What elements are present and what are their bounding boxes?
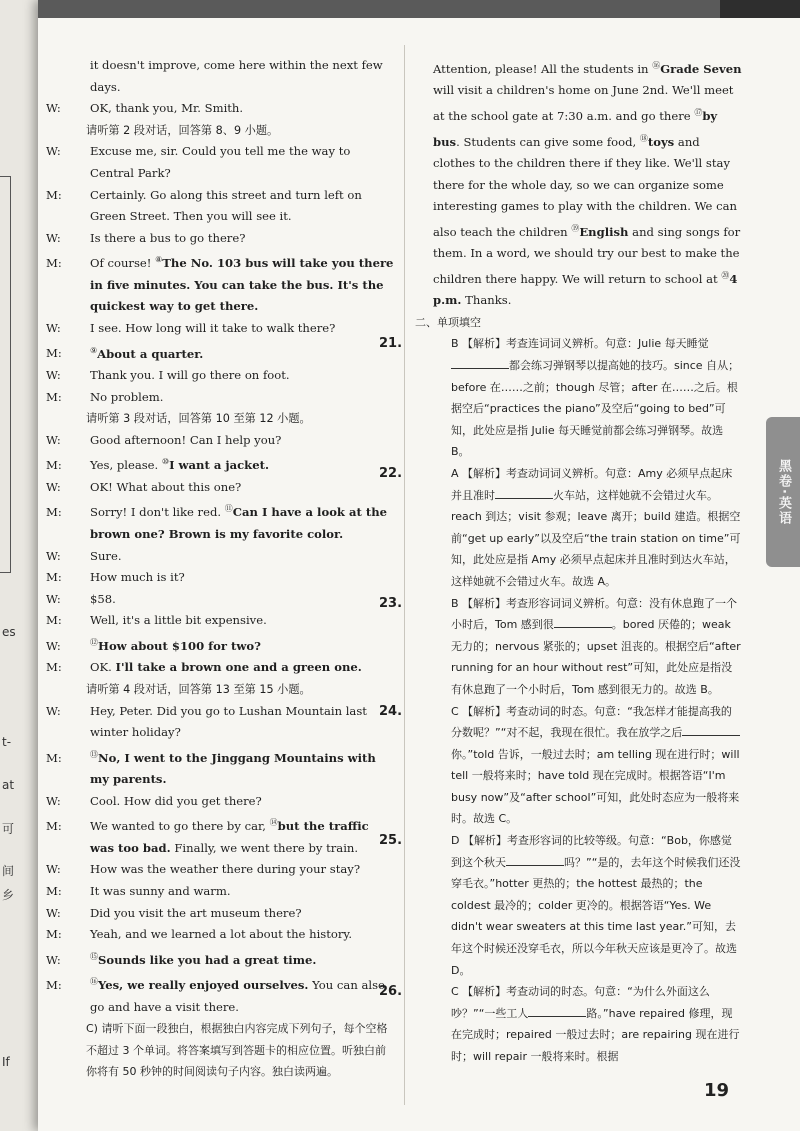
dialogue-line xyxy=(46,812,396,859)
dialogue-line xyxy=(46,924,396,946)
scan-top-edge xyxy=(38,0,800,18)
dialogue-line xyxy=(46,430,396,452)
text-run: We wanted to go there by car, xyxy=(90,819,270,834)
answer-text: No, I went to the Jinggang Mountains with my parents. xyxy=(90,750,376,787)
text-run: How much is it? xyxy=(90,570,185,585)
question-item xyxy=(379,830,742,981)
column-divider xyxy=(404,45,405,1105)
text-run: Thank you. I will go there on foot. xyxy=(90,368,290,383)
dialogue-line xyxy=(46,589,396,611)
answer-marker: ⑧ xyxy=(155,255,163,265)
answer-text: by bus xyxy=(433,108,718,149)
answer-text: Yes, we really enjoyed ourselves. xyxy=(98,978,309,993)
answer-text: but the traffic was too bad. xyxy=(90,819,369,855)
text-run: 火车站，这样她就不会错过火车。reach 到达；visit 参观；leave 离开；build 建造。根据空前“get up early”以及空后“the train station on time”可知，此处应是指 Amy 必须早点起床并且准时到达火车站，这样她就不会错过火车。故选 A。 xyxy=(451,488,741,588)
answer-text: Sounds like you had a great time. xyxy=(98,952,317,967)
text-run: Sorry! I don't like red. xyxy=(90,505,225,520)
speaker-label: M: xyxy=(46,978,62,993)
text-run: Is there a bus to go there? xyxy=(90,230,246,245)
speaker-label: W: xyxy=(46,591,61,606)
speaker-label: W: xyxy=(46,101,61,116)
right-column xyxy=(379,55,742,1068)
dialogue-line xyxy=(46,318,396,340)
adjacent-page-fragment: t- xyxy=(2,735,12,749)
dialogue-line xyxy=(46,141,396,184)
text-run: D 【解析】考查形容词的比较等级。句意：“Bob，你感觉到这个秋天 xyxy=(451,834,732,869)
text-run: Good afternoon! Can I help you? xyxy=(90,432,282,447)
text-run: 吗？”“是的，去年这个时候我们还没穿毛衣。”hotter 更热的；the hottest 最热的；the coldest 最冷的；colder 更冷的。根据答语“Yes. We didn't wear sweaters at this time last year.”可知，去年这个时候还没穿毛衣，所以今年秋天应该是更冷了。故选 D。 xyxy=(451,855,741,977)
dialogue-line xyxy=(46,498,396,545)
question-item xyxy=(379,593,742,701)
dialogue-line xyxy=(46,185,396,228)
speaker-label: M: xyxy=(46,389,62,404)
dialogue-line xyxy=(46,881,396,903)
dialogue-line xyxy=(46,610,396,632)
speaker-label: M: xyxy=(46,458,62,473)
question-explanation xyxy=(451,467,740,588)
answer-marker: ⑩ xyxy=(161,457,170,467)
answer-blank xyxy=(506,854,564,866)
adjacent-page-fragment: 间 xyxy=(2,864,15,878)
text-run: Yeah, and we learned a lot about the history. xyxy=(90,927,353,942)
question-number: 24. xyxy=(379,703,403,719)
speaker-label: M: xyxy=(46,750,62,765)
question-number: 22. xyxy=(379,465,403,481)
speaker-label: W: xyxy=(46,703,61,718)
question-item xyxy=(379,701,742,831)
text-run: Sure. xyxy=(90,548,122,563)
answer-text: toys xyxy=(647,134,675,149)
speaker-label: M: xyxy=(46,256,62,271)
answer-text: How about $100 for two? xyxy=(98,638,261,653)
speaker-label: W: xyxy=(46,638,61,653)
dialogue-line xyxy=(46,546,396,568)
text-run: Attention, please! All the students in xyxy=(433,61,653,76)
section-heading: 二、单项填空 xyxy=(415,315,481,329)
text-run: No problem. xyxy=(90,389,164,404)
speaker-label: W: xyxy=(46,862,61,877)
answer-text: I'll take a brown one and a green one. xyxy=(115,660,362,675)
dialogue-line xyxy=(46,451,396,476)
text-run: Yes, please. xyxy=(90,458,162,473)
adjacent-page-table-edge xyxy=(0,176,11,573)
answer-marker: ⑱ xyxy=(639,133,648,143)
dialogue-line xyxy=(46,632,396,657)
answer-blank xyxy=(528,1005,586,1017)
question-explanation xyxy=(451,834,740,977)
text-run: Certainly. Go along this street and turn left on Green Street. Then you will see it. xyxy=(90,187,362,224)
dialogue-line xyxy=(46,567,396,589)
text-run: and sing songs for them. In a word, we should try our best to make the children there happy. We will return to school at xyxy=(433,224,741,286)
question-number: 23. xyxy=(379,595,403,611)
text-run: I see. How long will it take to walk there? xyxy=(90,320,336,335)
dialogue-line xyxy=(46,365,396,387)
answer-marker: ⑳ xyxy=(721,270,730,280)
text-run: OK! What about this one? xyxy=(90,479,242,494)
text-run: 路。”have repaired 修理，现在完成时；repaired 一般过去时；are repairing 现在进行时；will repair 一般将来时。根据 xyxy=(451,1006,740,1064)
speaker-label: W: xyxy=(46,432,61,447)
adjacent-page-fragment: 乡 xyxy=(2,888,15,902)
adjacent-page-fragment: es xyxy=(2,625,16,639)
answer-marker: ⑮ xyxy=(90,951,98,961)
dialogue-line xyxy=(46,701,396,744)
answer-marker: ⑲ xyxy=(571,223,580,233)
answer-marker: ⑨ xyxy=(90,345,98,355)
dialogue-line xyxy=(46,744,396,791)
text-run: B 【解析】考查形容词词义辨析。句意：没有休息跑了一个小时后，Tom 感到很 xyxy=(451,596,738,632)
text-run: 都会练习弹钢琴以提高她的技巧。since 自从；before 在……之前；though 尽管；after 在……之后。根据空后“practices the piano”及空后“going to bed”可知，此处应是指 Julie 每天睡觉前都会练习弹钢琴。故选 B。 xyxy=(451,359,740,459)
page-number: 19 xyxy=(704,1080,730,1101)
dialogue-line xyxy=(46,859,396,881)
speaker-label: M: xyxy=(46,187,62,202)
question-number: 21. xyxy=(379,336,403,352)
text-run: Thanks. xyxy=(461,293,512,308)
speaker-label: W: xyxy=(46,548,61,563)
speaker-label: W: xyxy=(46,368,61,383)
monologue-text xyxy=(415,55,742,312)
question-explanation xyxy=(451,705,740,826)
text-run: Did you visit the art museum there? xyxy=(90,905,302,920)
answer-text: English xyxy=(579,224,629,239)
text-run: will visit a children's home on June 2nd. We'll meet at the school gate at 7:30 a.m. and go there xyxy=(433,83,734,123)
text-run: and clothes to the children there if they like. We'll stay there for the whole day, so we can organize some interesting games to play with the children. We can also teach the children xyxy=(433,134,737,239)
subject-tab: 黑卷·英语 xyxy=(766,417,800,567)
adjacent-page-fragment: 可 xyxy=(2,822,15,836)
answer-blank xyxy=(495,487,553,499)
answer-marker: ⑯ xyxy=(652,61,661,70)
text-run: It was sunny and warm. xyxy=(90,883,231,898)
text-run: 你。”told 告诉，一般过去时；am telling 现在进行时；will tell 一般将来时；have told 现在完成时。根据答语“I'm busy now”及“after school”可知，此处时态应为一般将来时。故选 C。 xyxy=(451,747,740,826)
dialogue-line xyxy=(46,98,396,120)
speaker-label: M: xyxy=(46,505,62,520)
speaker-label: W: xyxy=(46,952,61,967)
text-run: $58. xyxy=(90,591,116,606)
section-instruction: 请听第 4 段对话，回答第 13 至第 15 小题。 xyxy=(86,682,311,696)
speaker-label: M: xyxy=(46,570,62,585)
scan-top-edge-dark xyxy=(720,0,800,18)
dialogue-line xyxy=(46,340,396,365)
dialogue-line xyxy=(46,903,396,925)
answer-blank xyxy=(682,724,740,736)
question-explanation xyxy=(451,597,741,696)
text-run: Cool. How did you get there? xyxy=(90,793,262,808)
speaker-label: W: xyxy=(46,230,61,245)
text-run: You can also go and have a visit there. xyxy=(90,978,386,1014)
dialogue-line xyxy=(46,387,396,409)
speaker-label: W: xyxy=(46,320,61,335)
dialogue-line xyxy=(46,249,396,318)
answer-text: Grade Seven xyxy=(660,61,742,76)
text-run: OK, thank you, Mr. Smith. xyxy=(90,101,244,116)
speaker-label: M: xyxy=(46,613,62,628)
speaker-label: W: xyxy=(46,144,61,159)
speaker-label: M: xyxy=(46,346,62,361)
speaker-label: W: xyxy=(46,905,61,920)
dialogue-line xyxy=(46,791,396,813)
speaker-label: M: xyxy=(46,819,62,834)
text-run: Excuse me, sir. Could you tell me the way to Central Park? xyxy=(90,144,351,180)
text-run: Well, it's a little bit expensive. xyxy=(90,613,267,628)
answer-text: 4 p.m. xyxy=(433,271,738,308)
answer-key-page xyxy=(38,0,800,1131)
dialogue-line xyxy=(46,228,396,250)
adjacent-page-edge xyxy=(0,0,39,1131)
answer-marker: ⑭ xyxy=(269,818,278,828)
text-run: OK. xyxy=(90,660,116,675)
text-run: C 【解析】考查动词的时态。句意：“我怎样才能提高我的分数呢？”“对不起，我现在很忙。我在放学之后 xyxy=(451,704,732,740)
instruction-paragraph: C) 请听下面一段独白，根据独白内容完成下列句子，每个空格不超过 3 个单词。将答案填写到答题卡的相应位置。听独白前你将有 50 秒钟的时间阅读句子内容。独白读两遍。 xyxy=(86,1022,388,1079)
question-number: 26. xyxy=(379,984,403,1000)
speaker-label: M: xyxy=(46,660,62,675)
speaker-label: M: xyxy=(46,883,62,898)
answer-marker: ⑰ xyxy=(694,108,703,118)
text-run: Hey, Peter. Did you go to Lushan Mountain last winter holiday? xyxy=(90,703,367,740)
answer-marker: ⑫ xyxy=(90,637,98,647)
dialogue-line xyxy=(46,657,396,679)
question-number: 25. xyxy=(379,833,403,849)
speaker-label: M: xyxy=(46,927,62,942)
text-run: . Students can give some food, xyxy=(456,134,640,149)
answer-text: Can I have a look at the brown one? Brown is my favorite color. xyxy=(90,505,388,541)
dialogue-line xyxy=(46,946,396,971)
text-run: Finally, we went there by train. xyxy=(170,840,359,855)
question-item xyxy=(379,333,742,463)
question-item xyxy=(379,981,742,1067)
left-column-transcript xyxy=(46,55,396,1083)
answer-text: I want a jacket. xyxy=(169,458,269,473)
answer-marker: ⑪ xyxy=(224,504,233,514)
text-run: Of course! xyxy=(90,256,156,271)
dialogue-line xyxy=(46,477,396,499)
section-instruction: 请听第 2 段对话，回答第 8、9 小题。 xyxy=(86,123,279,137)
text-run: How was the weather there during your stay? xyxy=(90,862,361,877)
speaker-label: W: xyxy=(46,479,61,494)
dialogue-line: it doesn't improve, come here within the next few days. xyxy=(90,58,383,94)
text-run: B 【解析】考查连词词义辨析。句意：Julie 每天睡觉 xyxy=(451,337,709,351)
answer-blank xyxy=(554,616,612,628)
answer-marker: ⑬ xyxy=(90,749,98,759)
adjacent-page-fragment: If xyxy=(2,1055,10,1069)
speaker-label: W: xyxy=(46,793,61,808)
dialogue-line xyxy=(46,971,396,1018)
answer-blank xyxy=(451,357,509,369)
question-item xyxy=(379,463,742,593)
section-instruction: 请听第 3 段对话，回答第 10 至第 12 小题。 xyxy=(86,412,311,426)
text-run: 。bored 厌倦的；weak 无力的；nervous 紧张的；upset 沮丧的。根据空后“after running for an hour without rest”可知，此处应是指没有休息跑了一个小时后，Tom 感到很无力的。故选 B。 xyxy=(451,618,741,696)
question-list xyxy=(379,333,742,1067)
text-run: A 【解析】考查动词词义辨析。句意：Amy 必须早点起床并且准时 xyxy=(451,466,733,502)
question-explanation xyxy=(451,985,740,1063)
question-explanation xyxy=(451,337,739,458)
adjacent-page-fragment: at xyxy=(2,778,15,792)
answer-text: About a quarter. xyxy=(97,346,204,361)
answer-text: The No. 103 bus will take you there in five minutes. You can take the bus. It's the quickest way to get there. xyxy=(90,256,394,314)
text-run: C 【解析】考查动词的时态。句意：“为什么外面这么吵？”“一些工人 xyxy=(451,985,710,1020)
answer-marker: ⑯ xyxy=(90,977,98,987)
